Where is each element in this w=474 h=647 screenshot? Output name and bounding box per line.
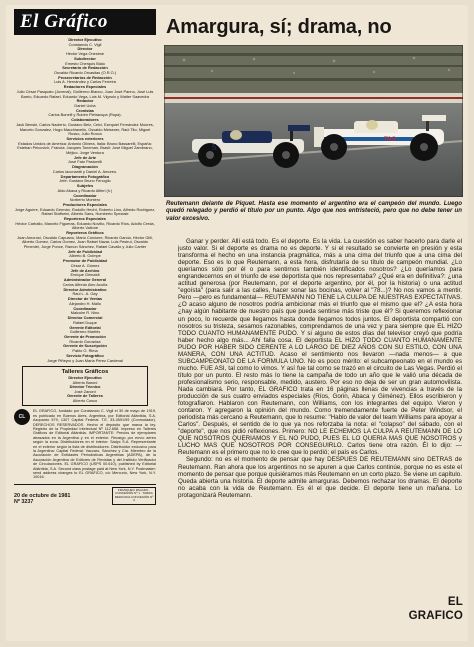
issue-meta (14, 484, 156, 505)
staff-names: Jorge Aguirre, Eduardo Germán, Rodolfo Hecht, Roberto Lino, Alfredo Rodriguez, Rafael Stafforini, Alberto Sans, Humberto Speziale (14, 206, 156, 217)
staff-names: Carlos Bonelli y Rubén Pietracupa (Rupa). (48, 112, 122, 118)
staff-role: Administrador General (63, 277, 107, 283)
article-paragraph: Segundo: no es el momento de pensar que hay DESPUES DE REUTEMANN sino DETRAS de Reutemann. Ran ahora que los argentinos no se apuren a que Carlos continúe, porque no es este el momento de pensar que porque quisiéramos más Reutemann en un corto plazo. Se viene un capítulo. Queda abierta una historia. El deporte admite amarguras. Debemos rechazar los dramas. El deporte no acaba con la vida de Reutemann. Es él el que decide. El deporte tiene un mañana. Lo protagonizará Reutemann. (178, 456, 462, 499)
svg-text:5: 5 (212, 143, 217, 152)
talleres-line: Director Ejecutivo (68, 375, 102, 381)
staff-role: Director Administrativo (63, 286, 107, 292)
staff-names: Guillermo Martiris (69, 329, 101, 335)
issue-number: Nº 3237 (14, 498, 34, 505)
staff-role: Redactores Especiales (63, 84, 107, 90)
photo-caption: Reutemann delante de Piquet. Hasta ese momento el argentino era el campeón del mundo. Luego quedó relegado y perdió el título por un punto. Algo que nos entristeció, pero que no debe tener un valor excesivo. (166, 200, 462, 222)
magazine-page (6, 5, 468, 641)
imprint-text: EL GRAFICO, fundado por Constancio C. Vigil el 30 de mayo de 1919, es publicado en Buenos Aires, Argentina, por Editorial Atlántida, S.A. Azopardo 579, 1307 Capital Federal. T.E. 33-4591/99 (Conmutador). DERECHOS RESERVADOS. Hecho el depósito que marca la ley. Registro de la Propiedad Intelectual Nº 112.658. Impreso en Talleres Gráficos de Editorial Atlántida. IMPORTANTE: Precios de ejemplares atrasados en la Argentina y en el exterior. Recargo por envío aéreo según la zona. Distribuidores en el interior: Sadyc S.A. Representante en el exterior según la lista de distribuidores. Distribuidor exclusivo para la Argentina: Capital Federal: Vaccaro, Sánchez y Cía. Miembro de la Asociación de Entidades Periodísticas Argentinas (ADEPA), de la Asociación Argentina de Editores de Revistas y del Instituto Verificador de Circulaciones. EL GRAFICO (USPS 00.610), published by Editorial Atlántida, S.A. Second class postage paid at New York, N.Y. Postmaster: send address changes to EL GRAFICO, c/o Mercurio, New York, N.Y. 10016. (33, 409, 156, 480)
staff-role: Servicio Fotográfico (66, 352, 104, 358)
staff-role: Promotor de Publicidad (63, 258, 107, 264)
imprint-block (14, 409, 156, 480)
race-photo-illustration (164, 45, 463, 197)
staff-role: Redactor (76, 98, 94, 104)
staff-names: Jorge Piñeyro y Juan María Pérez Cardenal (47, 357, 123, 363)
staff-names: Daniel Ucha (74, 103, 96, 108)
staff-names: Julio César Pasquato (Juvenal), Guillermo Blanco, Juan José Panno, José Luis Barrio, Eduardo Rafael, Eduardo Vega, Luis M. Vignolo y Walter Saavedra (16, 88, 154, 99)
staff-role: Jefe de Publicidad (67, 248, 103, 254)
staff-role: Jefe de Arte (73, 154, 97, 160)
staff-role: Director Ejecutivo (68, 37, 102, 42)
talleres-line: Alberto Baroni (72, 379, 98, 385)
staff-names: Malcolm R. Nino (70, 310, 100, 316)
talleres-line: Alberto Cosco (72, 397, 98, 403)
staff-names: José Fato Pastorelli (67, 159, 103, 165)
staff-role: Director Comercial (67, 315, 103, 321)
issue-date: 20 de octubre de 1981 (14, 492, 71, 499)
publisher-seal-icon: CL (14, 409, 30, 425)
staff-names: Carlos Alfredo Alec Acuña (62, 281, 108, 287)
staff-role: Coordinador (73, 192, 97, 198)
staff-role: Director de Ventas (67, 296, 103, 302)
article-paragraph: Ganar y perder. Allí está todo. Es el deporte. Es la vida. La cuestión es saber hacerlo para darle el justo valor. Si el deporte es drama no es deporte. Y si el resultado se convierte en presión y esta transforma el hecho en una instancia pragmática, más a una cima del triunfo que a una cima del deporte. Eso es lo que Reutemann, a esta hora, disfrutaría de su título de campeón mundial. ¿Lo queríamos sólo por él o para sentirnos también identificados nosotros? ¿Lo queríamos para engrandecernos en el triunfo de ese deportista que nos representaba? ¿Qué era en definitiva?: ¿una actitud generosa (por Reutemann, por el deporte argentino, por él, por la historia) o una actitud "egoísta" (para salir a las calles, hacer sonar las bocinas, volver al "78...)? No nos vamos a mentir. Pero —pero es fundamental— REUTEMANN NO TIENE LA CULPA DE NUESTRAS EXPECTATIVAS. ¿O acaso alguno de nosotros podría ambicionar más el triunfo que el mismo que el? ¿A esta hora ¿hay algún habitante de nuestro país que pueda sentirse más triste que él? Si queremos reflexionar un poco, lo recuerde que llegamos hasta donde llegamos todos juntos. El deportista compartió con nosotros su tristeza, sesamos razonables, comprendamos de una vez y para siempre que EL HIZO TODO CUANTO HUMANAMENTE PUDO. Y si alguno de estos días del televisor creyó que podría haber hecho algo más... Ahí falla cosa. El deportista EL HIZO TODO CUANTO HUMANAMENTE PUDO POR HABER SIDO CERENTE A LO LARGO DE DIEZ AÑOS CON SU ESTILO, CON UNA MANERA, CON UNA ACTITUD. Acaso el sentimiento nos llevaron —nada menos— a que SUBCAMPEONATO DE LA FORMULA UNO. No es poco mérito: el subcampeonato en el mundo es mucho. FUE ASI, tal como lo vimos. Y así fue tal como se trazó en el circuito de Las Vegas. Perdió el título por un punto. El resto más lo tiene la campaña de todo un año que le valió una década de profesionalismo serio, responsable, medido, austero. Por eso no deja de ser un gran automovilista. Nada cambiará. Por tanto, EL GRAFICO trata en 16 páginas llenas de vivencias a través de la producción de sus cuatro enviados especiales (Ríos, Gorin, Abaca y Giménez). Ellos escribieron y fotografiaron. Hablaron con Reutemann, con Williams, con los integrantes del equipo. Vieron y contaron. Y agregaron la opinión del mundo. Como tremendamente fuerte de Peter Windsor, el periodista más cercano a Reutemann, que lo resume: "Hablo de valor del team Williams para apoyar a Carlos". Después, el sentido de lo que ya nos reforzaba la nota: el "colapso" del sábado, con el "deporte", que nos pidió reflexiones. Primero: NO LE ECHEMOS LA CULPA A REUTEMANN DE LO QUE NOSOTROS QUERIAMOS Y EL NO PUDO, PUES EL LO QUERIA MAS QUE NOSOTROS y LUCHO MAS QUE NOSOTROS POR CONSEGUIRLO. Carlos tiene otra razón. Él lo dijo: —Reutemann es el primero que no lo cree que lo perdió; el país es Carlos. (178, 238, 462, 457)
staff-role: Cronistas (76, 107, 94, 113)
staff-role: Gerente Editorial (69, 324, 101, 330)
staff-role: Director (77, 46, 93, 52)
staff-role: Subjefes (76, 183, 94, 189)
staff-role: Productores Especiales (62, 202, 108, 207)
staff-names: Héctor Vega Onesime (65, 51, 105, 57)
postal-franchise-box: FRANQUEO PAGADO · CONCESIÓN Nº 1 · TARIFA REDUCIDA CONCESIÓN Nº 3 (112, 487, 156, 505)
staff-names: Raúl L. A. Gay (72, 291, 98, 297)
staff-names: Ricardo Gorostiza (69, 338, 101, 344)
staff-names: Carlos Iaconantti y Daniel A. Amoreo. (52, 168, 118, 174)
staff-role: Coordinador (73, 305, 97, 311)
staff-role: Prosecretarios de Redacción (58, 74, 112, 80)
staff-names: Aldo Abaca y Ricardo Alfieri (h.) (57, 187, 113, 193)
staff-names: Pablo O. Rima (72, 348, 98, 354)
staff-list (14, 38, 156, 363)
staff-names: Jefe: Gustavo Bruno Fenoglio (59, 178, 111, 184)
staff-names: Ernesto Cherquis Bialo (65, 60, 105, 66)
staff-role: Gerente de Suscripción (63, 343, 107, 349)
staff-role: Reporteros Gráficos (66, 230, 104, 236)
talleres-title: Talleres Gráficos (61, 369, 109, 376)
staff-names: Osvaldo Ricardo Orcasitas (O.R.O.) (53, 70, 117, 75)
staff-names: Alberto B. Ocimpe (69, 253, 101, 259)
staff-role: Jefe de Archivo (70, 267, 100, 273)
staff-names: Juan Amorosi, Osvaldo Capuano, Mario Corcione, Ricardo Garcia, Héctor Gilli, Alberto Gomez, Carlos Gomez, Juan Rafael Nazar, Luis Pestrui, Osvaldo Pimentel, Jorge Ponce, Ramon Sánchez, Rafael Cavallo y Julio Cartier (17, 234, 153, 249)
race-photo (164, 45, 463, 197)
talleres-line: José Zanoni (74, 388, 96, 394)
staff-role: Diagramación (72, 164, 98, 170)
staff-names: Estados Unidos de América: Antonio Olivera, Italia: Bruno Bassarelli, España: Esteban Peicovich, Francia: Jacques Toneman, Brasil: José Miguel Zambrano, Méjico: Jorge Ventura (17, 140, 153, 155)
staff-names: Luis A. Hernández y Carlos Ferreira (54, 79, 116, 85)
talleres-lines (23, 376, 147, 403)
staff-names: Héctor Carballo, Marcelo Figueras, Eduardo Novillo, Ricardo Ríos, Adolfo Cerda, Alberto Vallone (15, 220, 155, 231)
staff-role: Secretario de Redacción (62, 65, 108, 71)
article-body (178, 238, 462, 593)
talleres-line: Gerente de Talleres (67, 393, 103, 399)
talleres-line: Director Técnico (69, 384, 101, 390)
talleres-graficos-box (22, 366, 148, 406)
staff-role: Servicios exteriores (66, 136, 104, 141)
el-grafico-logo: El Gráfico (14, 9, 156, 35)
article-signature: EL GRAFICO (408, 596, 463, 622)
staff-role: Gerente de Promoción (64, 334, 106, 339)
staff-role: Reporteros Especiales (64, 216, 106, 222)
article-headline: Amargura, sí; drama, no (166, 16, 392, 38)
staff-names: Alejandro H. Mallo (69, 300, 101, 306)
staff-role: Colaboradores (71, 117, 99, 123)
staff-names: César A. Gómez (70, 262, 100, 268)
staff-role: Departamento Fotográfico (60, 173, 110, 179)
masthead-column (14, 9, 156, 635)
staff-names: Jack Benski, Carlos Naclerio, Gustavo Belz, Celci, Ezequiel Fernández Moores, Marcelo Gonzalez, Hugo Macchiavello, Osvaldo Meissner, Raúl Tito, Miguel Russo, Julio Rocca (16, 121, 154, 137)
staff-names: Norberto Montero (69, 197, 101, 203)
staff-names: Constancio C. Vigil (68, 41, 102, 47)
staff-names: Enrique Grimaldi (70, 272, 100, 278)
staff-names: Rafael Duque (73, 319, 97, 325)
staff-role: Subdirector (74, 55, 96, 61)
svg-text:TAG: TAG (384, 137, 397, 143)
